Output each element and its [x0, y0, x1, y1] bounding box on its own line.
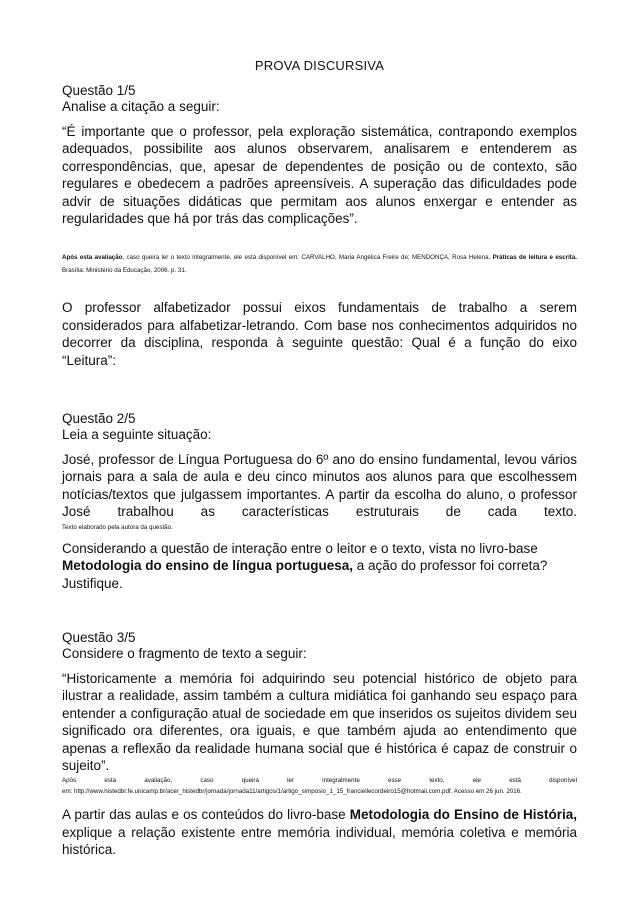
source-lead: Após esta avaliação — [62, 254, 123, 262]
question-2-text — [62, 540, 577, 592]
question-2-heading: Questão 2/5 — [62, 411, 136, 427]
question-2-prompt: Leia a seguinte situação: — [62, 427, 212, 443]
question-1-text: O professor alfabetizador possui eixos fundamentais de trabalho a serem considerados para alfabetizar-letrando. Com base nos conhecimentos adquiridos no decorrer da disciplina, responda à seguinte questão: Qual é a função do eixo “Leitura”: — [62, 300, 577, 368]
source-middle: , caso queira ler o texto integralmente, ele está disponível em: CARVALHO, Maria Angélica Freire de; MENDONÇA, Rosa Helena. — [122, 254, 493, 262]
question-3-text-a: A partir das aulas e os conteúdos do livro-base — [62, 807, 350, 823]
question-1-quote: “É importante que o professor, pela exploração sistemática, contrapondo exemplos adequados, possibilite aos alunos observarem, analisarem e entenderem as correspondências, que, apesar de dependentes de posição ou de contexto, são regulares e obedecem a padrões apreensíveis. A superação das dificuldades pode advir de situações didáticas que permitam aos alunos enxergar e entender as regularidades que há por trás das complicações”. — [62, 124, 577, 227]
source-book-title: Práticas de leitura e escrita. — [492, 254, 578, 262]
question-1-prompt: Analise a citação a seguir: — [62, 99, 220, 114]
question-3-quote: “Historicamente a memória foi adquirindo seu potencial histórico de objeto para ilustrar a realidade, assim também a cultura midiática foi ganhando seu espaço para entender a configuração atual de sociedade em que inseridos os sujeitos dividem seu significado ora diferentes, ora iguais, e que também ajuda ao entendimento que apenas a reflexão da realidade humana social que é histórica é capaz de construir o sujeito”. — [62, 670, 577, 773]
question-3-source-line-2: em: http://www.histedbr.fe.unicamp.br/acer_histedbr/jornada/jornada11/artigos/1/artigo_simposio_1_15_franciellecordeiro15@hotmail.com.pdf. Acesso em 26 jun. 2016. — [62, 788, 522, 796]
question-2-book-title: Metodologia do ensino de língua portuguesa, — [62, 558, 354, 574]
question-1-heading: Questão 1/5 — [62, 83, 136, 98]
question-3-prompt: Considere o fragmento de texto a seguir: — [62, 645, 307, 661]
question-3-text-b: explique a relação existente entre memória individual, memória coletiva e memória histórica. — [62, 824, 577, 858]
question-2-text-b: a ação do professor foi correta? Justifique. — [62, 558, 548, 591]
source-end: Brasília: Ministério da Educação, 2006. p. 31. — [62, 267, 187, 275]
question-3-text — [62, 806, 577, 858]
question-3-source-line-1: Após esta avaliação, caso queira ler integralmente esse texto, ele está disponível — [62, 777, 577, 785]
question-3-book-title: Metodologia do Ensino de História, — [349, 807, 577, 823]
question-2-note: Texto elaborado pela autora da questão. — [62, 523, 173, 531]
question-2-situation: José, professor de Língua Portuguesa do 6º ano do ensino fundamental, levou vários jornais para a sala de aula e deu cinco minutos aos alunos para que escolhessem notícias/textos que julgassem importantes. A partir da escolha do aluno, o professor José trabalhou as características estruturais de cada texto. — [62, 452, 577, 520]
document-page — [62, 58, 577, 859]
page-title: PROVA DISCURSIVA — [254, 58, 385, 73]
question-3-heading: Questão 3/5 — [62, 629, 136, 645]
question-2-text-a: Considerando a questão de interação entre o leitor e o texto, vista no livro-base — [62, 540, 538, 556]
question-1-source — [62, 251, 577, 277]
